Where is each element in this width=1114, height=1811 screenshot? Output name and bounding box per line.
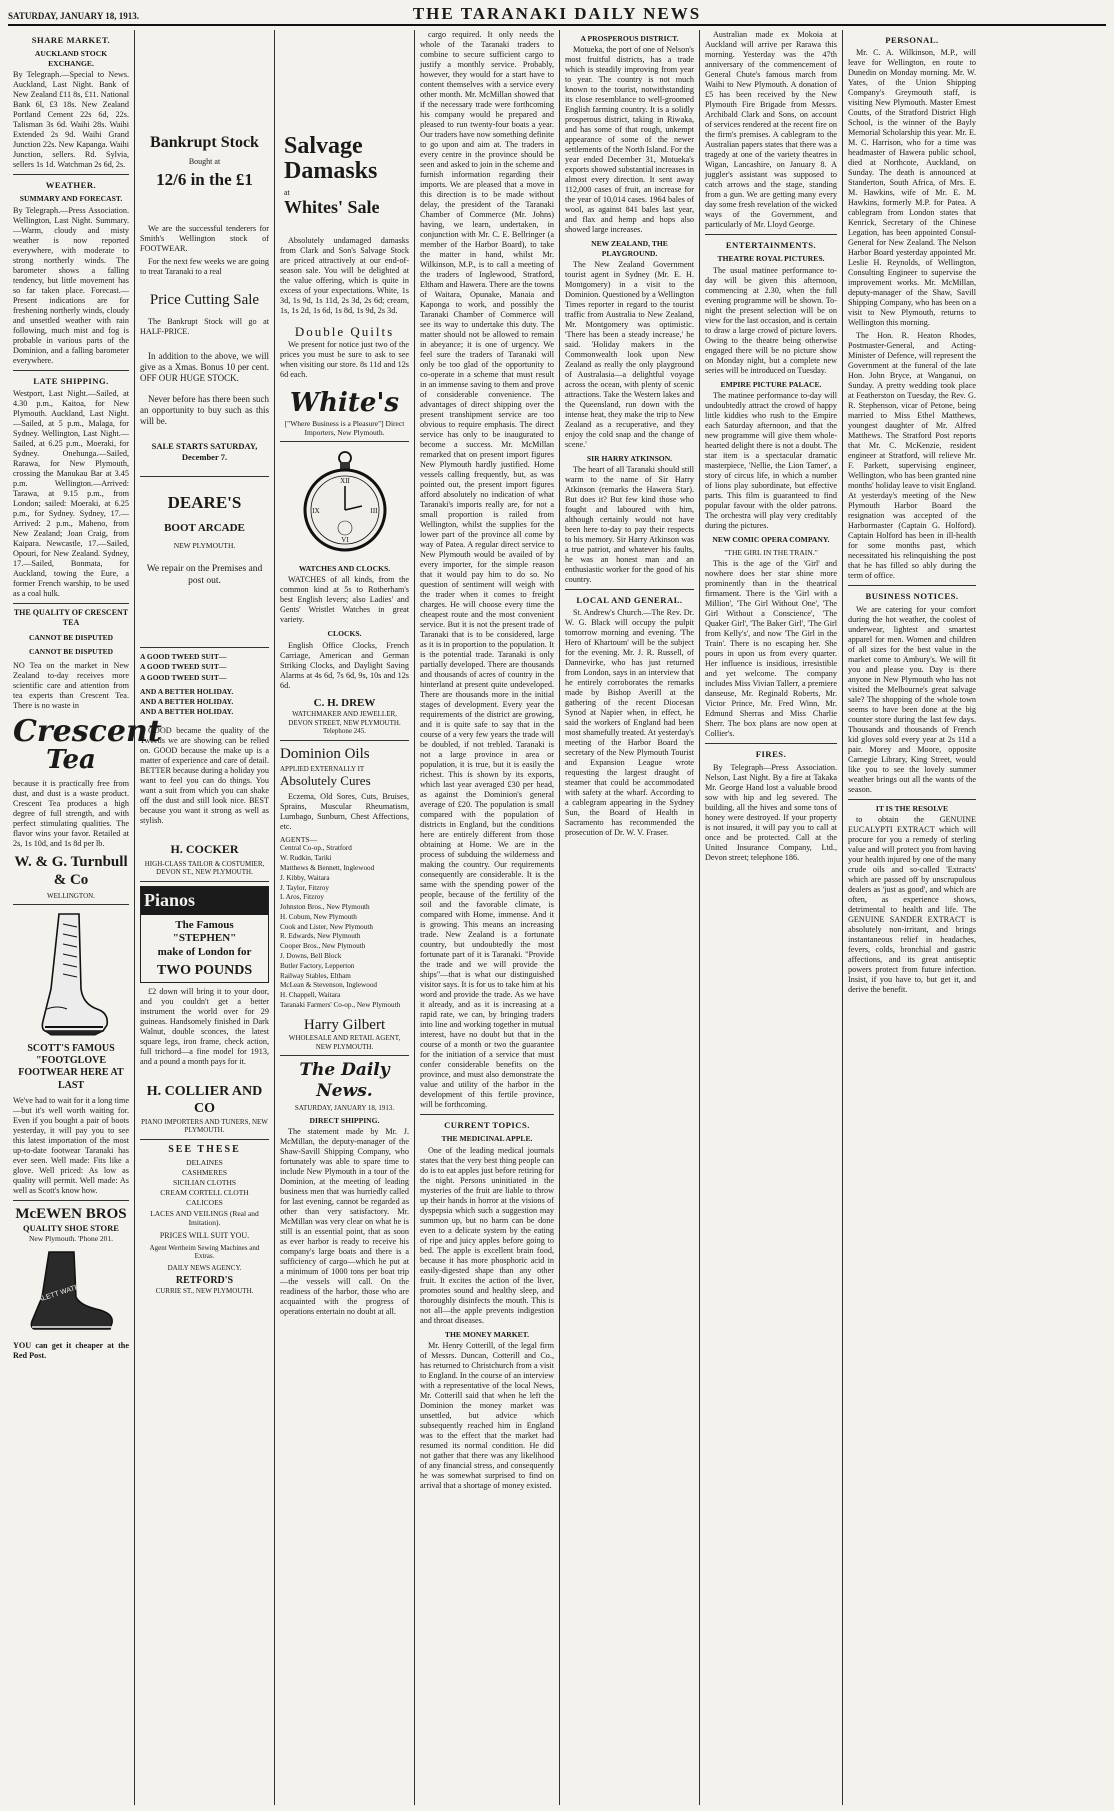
column-2	[135, 30, 275, 1805]
column-1	[8, 30, 162, 1805]
absolutely-cures: Absolutely Cures	[280, 773, 371, 789]
pianos-famous: The Famous	[175, 918, 234, 931]
salvage-damasks-ad	[280, 130, 409, 222]
agent-item: J. Downs, Bell Block	[280, 951, 342, 960]
column-5	[560, 30, 700, 1805]
quilts-title: Double Quilts	[294, 323, 395, 339]
tweed-line: AND A BETTER HOLIDAY.	[140, 707, 234, 716]
prosperous-district-heading: A PROSPEROUS DISTRICT.	[580, 34, 679, 43]
column-7	[843, 30, 981, 1805]
agents-list	[280, 844, 409, 1009]
theatre-royal-heading: THEATRE ROYAL PICTURES.	[717, 254, 825, 264]
opera-subheading: "THE GIRL IN THE TRAIN."	[724, 548, 818, 558]
sealett-boot-icon	[24, 1247, 119, 1337]
tea-text-1: NO Tea on the market in New Zealand to-day receives more scientific care and attention from tea experts than Crescent Tea. There is no waste in	[13, 660, 129, 710]
footglove-heading: SCOTT'S FAMOUS "FOOTGLOVE FOOTWEAR HERE AT LAST	[18, 1043, 124, 1091]
whites-tagline: ["Where Business is a Pleasure"] Direct Importers, New Plymouth.	[284, 418, 405, 437]
deare-title: DEARE'S	[167, 492, 242, 512]
whites-logo: White's	[289, 387, 400, 418]
personal-text: Mr. C. A. Wilkinson, M.P., will leave for Wellington, en route to Dunedin on Monday morning. Mr. W. Yates, of the Union Shipping Company's Greymouth staff, is visiting New Plymouth. Master Ernest Coutts, of the Stratford District High School, is the winner of the Bayly Memorial Scholarship this year. Mr. E. M. C. Harrison, who for a time was headmaster of Hawera public school, died at Northcote, Auckland, on Sunday. The death is announced at Standerton, South Africa, of Mrs. E. M. Hawkins, wife of Mr. E. M. Hawkins, formerly M.P. for Patea. A cablegram from London states that Kenrick, Secretary of the Chinese Legation, has been appointed Consul-General for New Zealand. The Nelson Harbor Board yesterday appointed Mr. Leslie H. Reynolds, of Wellington, Consulting Engineer to supervise the improvement works. Mr. McMillan, deputy-manager of the Shaw, Savill Shipping Company, who has been on a visit to New Plymouth, returns to Wellington this morning.	[848, 48, 976, 328]
agent-item: W. Rudkin, Tariki	[280, 854, 332, 863]
playground-text: The New Zealand Government tourist agent in Sydney (Mr. E. H. Montgomery) in a visit to the Dominion. Questioned by a Wellington Times reporter in regard to the tourist traffic from Australia to New Zealand, Mr. Montgomery was optimistic. 'There has been a steady increase,' he said. 'Holiday makers in the Commonwealth look upon New Zealand as really the only playground of Australasia—a delightful voyage across the ocean, with plenty of scenic attractions. Take the Western lakes and the Queensland, run down with the intense heat, they make the trip to New Zealand as a recuperative, and they enjoy the cold snap and the change of scene.'	[565, 259, 694, 449]
stock-exchange-heading: AUCKLAND STOCK EXCHANGE.	[34, 49, 108, 68]
lace-up-boot-icon	[31, 909, 111, 1039]
whites-sale: Whites' Sale	[284, 197, 380, 218]
news-agency: DAILY NEWS AGENCY.	[167, 1263, 242, 1272]
svg-text:XII: XII	[339, 477, 350, 486]
fabric-item: CASHMERES	[181, 1167, 227, 1177]
local-general-heading: LOCAL AND GENERAL.	[576, 595, 683, 605]
fabric-item: LACES AND VEILINGS (Real and Imitation).	[150, 1208, 259, 1227]
cocker-sub: HIGH-CLASS TAILOR & COSTUMIER, DEVON ST., NEW PLYMOUTH.	[144, 859, 265, 877]
salvage-title: Salvage Damasks	[284, 133, 378, 185]
salvage-text: Absolutely undamaged damasks from Clark and Son's Salvage Stock are priced attractively at our end-of-season sale. You will be delighted at the value offering, which is quite in excess of your expectations. White, 1s 3d, 1s 9d, 1s 11d, 2s 3d, 2s 6d; cream, 1s, 1s 2d, 1s 6d, 1s 8d, 1s 9d, 2s 3d.	[280, 235, 409, 315]
agent-item: Cook and Lister, New Plymouth	[280, 922, 373, 931]
drew-name: C. H. DREW	[313, 696, 376, 709]
see-these: SEE THESE	[168, 1143, 241, 1155]
personal-heading: PERSONAL.	[885, 35, 939, 45]
money-market-heading: THE MONEY MARKET.	[444, 1329, 530, 1339]
business-notices-heading: BUSINESS NOTICES.	[865, 591, 959, 602]
bankrupt-price: 12/6 in the £1	[156, 170, 253, 190]
fabric-item: CREAM CORTELL CLOTH	[160, 1188, 249, 1198]
tweed-line: A GOOD TWEED SUIT—	[140, 672, 227, 682]
svg-text:IX: IX	[311, 507, 320, 516]
agents-heading: AGENTS—	[280, 835, 318, 845]
pianos-ad	[140, 886, 269, 984]
pianos-make: make of London for	[157, 945, 252, 958]
bankrupt-text: We are the successful tenderers for Smith's Wellington stock of FOOTWEAR.	[140, 224, 269, 254]
salvage-at: at	[284, 188, 290, 198]
columns	[8, 30, 1106, 1805]
fabric-item: SICILIAN CLOTHS	[172, 1178, 237, 1188]
cocker-text: GOOD became the quality of the Tweeds we are showing can be relied on. GOOD because the make up is a matter of experience and care of detail. BETTER because during a holiday you want to feel you can do things. You want a suit from which you can shake off the dust and still look nice. BEST because you want it strong as well as stylish.	[140, 726, 269, 826]
atkinson-text: The heart of all Taranaki should still warm to the name of Sir Harry Atkinson (remarks the Hawera Star). But does it? But few kind those who fought and laboured with him, although certainly would not have been here to-day to pay their respects to his memory. Sir Harry Atkinson was a true patriot, and whatever his faults, he was an honest man and an enthusiastic worker for the good of his country.	[565, 465, 694, 584]
mcewen-place: New Plymouth. 'Phone 201.	[28, 1233, 114, 1243]
drew-sub: WATCHMAKER AND JEWELLER, DEVON STREET, NEW PLYMOUTH. Telephone 245.	[288, 709, 401, 736]
quilts-text: We present for notice just two of the prices you must be sure to ask to see when visiting our store. 8s 11d and 12s 6d each.	[280, 339, 409, 379]
empire-heading: EMPIRE PICTURE PALACE.	[720, 379, 822, 389]
crescent-tea-ad	[13, 608, 162, 900]
tea-logo: Tea	[46, 744, 96, 775]
red-post-note: YOU can get it cheaper at the Red Post.	[13, 1340, 129, 1360]
fabric-item: CALICOES	[186, 1198, 223, 1208]
bankrupt-bought: Bought at	[188, 156, 221, 166]
sealett-label: SEALETT WATERPROOF	[27, 1274, 109, 1307]
deare-subtitle: BOOT ARCADE	[164, 521, 245, 534]
svg-text:VI: VI	[340, 536, 349, 545]
agent-item: H. Cobum, New Plymouth	[280, 912, 357, 921]
tweed-line: A GOOD TWEED SUIT—	[140, 652, 227, 662]
empire-text: The matinee performance to-day will undoubtedly attract the crowd of happy little kiddies who rush to the Empire each Saturday afternoon, and that the new programme will give them whole-hearted delight there is not a doubt. The star item is a spectacular dramatic masterpiece, 'Nellie, the Lion Tamer', a story of circus life, in which a number of lions play subordinate, but effective parts. This film is guaranteed to find popular favour with the older patrons. The orchestra will play very creditably during the pictures.	[705, 390, 837, 530]
column-3	[275, 30, 415, 1805]
prices-suit: PRICES WILL SUIT YOU.	[159, 1230, 250, 1240]
pianos-stephen: "STEPHEN"	[172, 932, 237, 945]
opera-heading: NEW COMIC OPERA COMPANY.	[712, 534, 830, 544]
opera-text: This is the age of the 'Girl' and nowhere does her star shine more prominently than in the theatrical firmament. There is the 'Girl with a Million', 'The Girl Without One', 'The Girl Without a Conscience', 'The Quaker Girl', 'The Baker Girl', 'The Girl from Kelly's', and now 'The Girl in the Train'. There is no escaping her. She pours in upon us from every quarter. Her influence is insidious, irresistible and yet welcome. The company includes Miss Vivian Tallerr, a premiere danseuse, Mr. Reginald Roberts, Mr. Victor Prince, Mr. Fred Winn, Mr. Edmund Sherras and Miss Charlie Sherr. The box plans are now open at Collier's.	[705, 559, 837, 739]
weather-subheading: SUMMARY AND FORECAST.	[19, 194, 123, 204]
column-6	[700, 30, 843, 1805]
fabric-item: DELAINES	[186, 1157, 223, 1167]
tweed-line: AND A BETTER HOLIDAY.	[140, 696, 234, 706]
cocker-name: H. COCKER	[170, 842, 239, 857]
tea-line-2: CANNOT BE DISPUTED	[28, 632, 114, 642]
gilbert-sub: WHOLESALE AND RETAIL AGENT, NEW PLYMOUTH.	[288, 1033, 401, 1051]
late-shipping-text: Westport, Last Night.—Sailed, at 4.30 p.m., Kaitoa, for New Plymouth. Auckland, Last Night.—Sailed, at 5 p.m., Malaga, for Sydney. Wellington, Last Night.—Sailed, at 6.25 p.m., Moeraki, for Sydney. Onehunga.—Sailed, Rarawa, for New Plymouth, crossing the Manukau Bar at 3.45 p.m. Wellington.—Arrived: Tarawa, at 9.15 p.m., from London; sailed: Moeraki, at 6.25 p.m., for Sydney. Sydney, 17.—Arrived: 2 p.m., Maheno, from New Zealand; Joan Craig, from Kaipara. Newcastle, 17.—Sailed, Opouri, for New Zealand. Sydney, 17.—Sailed, Bonmata, for Auckland, towing the Eure, a former French warship, to be used as a coal hulk.	[13, 389, 129, 599]
direct-shipping-continued: cargo required. It only needs the whole of the Taranaki traders to combine to secure sufficient cargo to justify a monthly service. Probably, however, they would for a start have to content themselves with a service every other month. Mr. McMillan showed that if the necessary trade were forthcoming his company would be prepared and pleased to run twenty-four boats a year. Our traders have now something definite to go upon and aim at. The traders in every centre in the province should be seen and asked to join in the scheme and furnish information regarding their imports. We are pleased that a move in this direction is to be made without delay, the president of the Taranaki Chamber of Commerce (Mr. Johns) having, we learn, undertaken, in conjunction with Mr. C. E. Bellringer (a member of the Harbor Board), to take the matter in hand, whilst Mr. Wilkinson, M.P., is to call a meeting of the traders of Inglewood, Stratford, Eltham and Hawera. There are the towns of Waitara, Opunake, Manaia and Kaponga to work, and possibly the Taranaki Chamber of Commerce will see its way to undertake this duty. The matter should not be allowed to remain in abeyance; it is one of urgency. We feel sure the traders of Taranaki will only be too glad of the opportunity to co-operate in a scheme that must result in an immense saving to them and prove of considerable convenience. The advantages of direct shipping over the present transhipment service are too obvious to require emphasis. The direct service has only to be inaugurated to become a success. Mr. McMillan remarked that on present import figures New Plymouth hardly justified. Home vessels calling frequently, but, as was pointed out, the present import figures afford absolutely no indication of what Taranaki's imports really are, for not a small proportion is railed from Wellington, whilst the supplies for the lower part of the province all come by way of Patea. A regular direct service to New Plymouth would be availed of by every importer, for the simple reason that it would pay him to do so. No question of sentiment will weigh with the trader when it comes to freight charges. He will choose every time the cheapest route and the most convenient service. But it is not the present trade of Taranaki that is to be considered, large as it is in proportion to the population. It is the potential trade. Taranaki is only partially developed. There are thousands and thousands of acres of country in the hinterland at present quite undeveloped. There are thousands more in the initial stages of development. Every year the requirements of the district are growing, and it is quite safe to say that in the course of a very few years the trade will be doubled, if not trebled. Taranaki is not a large province in area or population, it is true, but it is easily the richest. This is shown by its exports, which last year averaged £30 per head, as against the Dominion's general average of £20. The population is small compared with the population of districts in England, but the conditions here are entirely different from those obtaining at Home. We are in the process of subduing the wilderness and making the country. Our requirements consequently are considerable. It is the same with the spending power of the people, because of the fertility of the soil and the favorable climate, is compared with Home, immense. And it is growing. This means an increasing trade. New Zealand is a fortunate country, but undoubtedly the most fortunate part of it is Taranaki. "Provide the trade and we will provide the ships"—that is what our distinguished visitor says. It is for us to take him at his word and provide the trade. As we have it already, and as it is increasing at a rapid rate, we can, by bringing traders into line and working together in mutual interest, have no doubt but that in the course of a month or two the guarantee for the initiation of a service that must confer considerable benefits on the province, and must also demonstrate the value and utility of the harbor in the development of this fertile province, will be forthcoming.	[420, 30, 554, 1109]
xmas-bonus-text: In addition to the above, we will give as a Xmas. Bonus 10 per cent. OFF OUR HUGE STOCK.	[140, 351, 269, 384]
daily-news-nameplate: The Daily News.	[299, 1060, 390, 1101]
deare-repair: We repair on the Premises and post out.	[146, 564, 263, 586]
direct-shipping-heading: DIRECT SHIPPING.	[309, 1116, 380, 1126]
agent-item: I. Aros, Fitzroy	[280, 893, 324, 902]
bankrupt-title: Bankrupt Stock	[150, 134, 259, 151]
bankrupt-text-2: For the next few weeks we are going to treat Taranaki to a real	[140, 257, 269, 277]
agent-item: McLean & Stevenson, Inglewood	[280, 981, 378, 990]
bankrupt-stock-ad	[140, 130, 269, 194]
tea-line-3: CANNOT BE DISPUTED	[28, 646, 114, 656]
cures-text: Eczema, Old Sores, Cuts, Bruises, Sprains, Muscular Rheumatism, Lumbago, Sunburn, Chest Affections, etc.	[280, 792, 409, 832]
late-shipping-heading: LATE SHIPPING.	[33, 375, 109, 386]
column-4	[415, 30, 560, 1805]
money-market-text: Mr. Henry Cotterill, of the legal firm of Messrs. Duncan, Cotterill and Co., has returned to Christchurch from a visit to England. In the course of an interview with a representative of the local News, Mr. Cotterill said that when he left the Dominion the money market was unsettled, but advice which subsequently reached him in England was to the effect that the market had resumed its normal condition. He did not gather that there was any likelihood of any financial stress, and consequently he was somewhat surprised to find on arrival that a shortage of money existed.	[420, 1340, 554, 1490]
resolve-heading: IT IS THE RESOLVE	[875, 803, 949, 813]
whites-logo-box	[280, 387, 409, 437]
medicinal-apple-heading: THE MEDICINAL APPLE.	[441, 1134, 533, 1144]
entertainments-heading: ENTERTAINMENTS.	[725, 240, 817, 250]
business-notices-text: We are catering for your comfort during the hot weather, the coolest of underwear, lightest and smartest apparel for men. Women and children of all sizes for the best value in the market come to Ambury's. We will fit you and please you. Day is there anyone in New Plymouth who has not visited the Melbourne's great salvage sale? The shopping of the whole town seems to have been done at the big counter store during the last few days. Thousands and thousands of French kid gloves sold every year at 2s 11d a pair. Morey and Moore, opposite Carnegie Library, King Street, would like you to see the lovely summer weather brings out all the wants of the season.	[848, 604, 976, 794]
prosperous-district-text: Motueka, the port of one of Nelson's most fruitful districts, has a trade which is steadily improving from year to year. The country is not much known to the tourist, notwithstanding its close resemblance to well-groomed English farming country. It is a solidly prosperous district, taking in Riwaka, and has some of that rough, unkempt appearance of some of the newer settlements of the North Island. For the year ended December 31, Motueka's exports showed substantial increases in almost every direction. It sent away 112,000 cases of fruit, an increase for the year of 10,014 cases. 1964 bales of wool, as against 841 bales last year, and flax and hemp and hops also showed large increases.	[565, 45, 694, 235]
tweed-line: AND A BETTER HOLIDAY.	[140, 686, 234, 696]
pocket-watch-icon	[300, 448, 390, 558]
weather-heading: WEATHER.	[45, 179, 97, 190]
clocks-heading: CLOCKS.	[327, 629, 362, 639]
footglove-text: We've had to wait for it a long time—but it's well worth waiting for. Even if you bought a pair of boots yesterday, it will pay you to see this latest importation of the most up-to-date footwear Taranaki has ever seen. Well made: Fits like a glove. Well priced: As low as quality will permit. Well made: As well as Scott's know how.	[13, 1095, 129, 1195]
agent-item: Cooper Bros., New Plymouth	[280, 942, 366, 951]
medicinal-apple-text: One of the leading medical journals states that the very best thing people can do is to eat apples just before retiring for the night. Persons uninitiated in the mysteries of the fruit are liable to throw up their hands in horror at the visions of dyspepsia which such a suggestion may summon up, but no harm can be done even to a delicate system by the eating of ripe and juicy apples before going to bed. The apple is excellent brain food, because it has more phosphoric acid in easily-digested shape than any other fruit. It excites the action of the liver, promotes sound and healthy sleep, and thoroughly disinfects the mouth. This is not all—the apple prevents indigestion and throat diseases.	[420, 1145, 554, 1325]
share-market-heading: SHARE MARKET.	[31, 35, 111, 45]
masthead-title: THE TARANAKI DAILY NEWS	[412, 4, 702, 23]
watches-heading: WATCHES AND CLOCKS.	[298, 564, 391, 574]
price-cutting-sale: Price Cutting Sale	[149, 292, 260, 309]
agent-item: Taranaki Farmers' Co-op., New Plymouth	[280, 1000, 401, 1009]
dominion-oils-title: Dominion Oils	[280, 745, 370, 762]
theatre-royal-text: The usual matinee performance to-day will be given this afternoon, commencing at 2.30, when the full evening programme will be shown. To-night the present selection will be on view for the last occasion, and is certain to draw a large crowd of picture lovers. Owing to the theatre being otherwise engaged there will be no picture show on Monday night, but a complete new series will be introduced on Tuesday.	[705, 265, 837, 375]
resolve-text: to obtain the GENUINE EUCALYPTI EXTRACT which will procure for you a remedy of sterling value and will protect you from having your health injured by one of the many crude oils and so-called 'Extracts' which are passed off by unscrupulous dealers as 'just as good', and which are often, as experience shows, detrimental to health and life. The GENUINE SANDER EXTRACT is absolutely non-irritant, and brings instantaneous relief in headaches, fevers, colds, bronchial and gastric affections, and its great antiseptic powers protect from future infection. Insist, if you have to, but get it, and derive the benefit.	[848, 815, 976, 995]
crescent-logo: Crescent	[13, 713, 162, 749]
never-before-text: Never before has there been such an opportunity to buy such as this will be.	[140, 394, 269, 427]
turnbull-name: W. & G. Turnbull & Co	[14, 853, 128, 889]
tea-text-2: because it is practically free from dust, and dust is a waste product. Crescent Tea produces a high degree of full strength, and with perfect stimulating qualities. The flavor wins your favor. Retailed at 2s, 1s 10d, and 1s 8d per lb.	[13, 778, 129, 848]
local-general-text: St. Andrew's Church.—The Rev. Dr. W. G. Black will occupy the pulpit tomorrow morning and evening. 'The Hero of Khartoum' will be the subject for the evening. Mr. J. R. Russell, of Dannevirke, who has just returned from London, says in an interview that he entirely corroborates the remarks made by Bishop Averill at the gathering of the recent Diocesan Synod at Napier when, in effect, he said the workers of England had been most shamefully treated. At yesterday's meeting of the Harbor Board the secretary of the New Plymouth Tourist and Expansion League wrote requesting the largest draught of steamer that could be accommodated with safety at the wharf. According to a cablegram appearing in the Sydney Sun, the Board of Health in Sacramento has recommended the prosecution of Dr. W. V. Fraser.	[565, 608, 694, 838]
wertheim-agent: Agent Wertheim Sewing Machines and Extras.	[149, 1243, 260, 1261]
share-market-text: By Telegraph.—Special to News. Auckland, Last Night. Bank of New Zealand £11 8s, £11. National Bank 6l, £3 18s. New Zealand Portland Cement 22s 6d, 22s. Talisman 3s 6d. Waihi 28s. Waihi Extended 2s 9d. Waihi Grand Junction 22s. New Kapanga. Waihi Junction, sellers. Rd. Sylvia, sellers 1s 1d. Watchman 2s 6d, 2s.	[13, 69, 129, 169]
fires-heading: FIRES.	[755, 749, 787, 760]
gilbert-name: Harry Gilbert	[303, 1016, 386, 1033]
agent-item: Central Co-op., Stratford	[280, 844, 352, 853]
current-topics-heading: CURRENT TOPICS.	[444, 1120, 530, 1130]
personal-text-2: The Hon. R. Heaton Rhodes, Postmaster-General, and Acting-Minister of Defence, will represent the Government at the funeral of the late Hon. John Bryce, at Wanganui, on Sunday. A pretty wedding took place at Featherston on Tuesday, the Rev. G. R. Stephenson, vicar of Petone, being married to Miss Ethel Matthews, youngest daughter of Mr. Alfred Matthews. The Stratford Post reports that Mr. C. McKenzie, resident engineer at Stratford, will relieve Mr. F. Parkett, supervising engineer, Wellington, who has been granted nine months' holiday leave to visit England. At yesterday's meeting of the New Plymouth Harbor Board the resignation was accepted of the Harbormaster (Captain G. Holford). Captain Holford has been in ill-health for some months past, which necessitated his relinquishing the post that he has filled so ably during the term of office.	[848, 331, 976, 581]
atkinson-heading: SIR HARRY ATKINSON.	[586, 453, 673, 463]
agent-item: H. Chappell, Waitara	[280, 991, 341, 1000]
price-cutting-text: The Bankrupt Stock will go at HALF-PRICE.	[140, 317, 269, 337]
playground-heading: NEW ZEALAND, THE PLAYGROUND.	[591, 239, 668, 258]
retford-name: RETFORD'S	[175, 1275, 234, 1287]
agent-item: J. Taylor, Fitzroy	[280, 883, 329, 892]
tea-line-1: THE QUALITY OF CRESCENT TEA	[13, 608, 129, 627]
tweed-list	[140, 652, 269, 716]
direct-shipping-text: The statement made by Mr. J. McMillan, the deputy-manager of the Shaw-Savill Shipping Company, who fortunately was able to spare time to include New Plymouth in a tour of the Dominion, at the meeting of leading business men that was hurriedly called for last evening, cannot be regarded as other than very satisfactory. Mr. McMillan was very clear on what he is still is an essential point, that as soon as ever harbor is ready to receive his company's large boats and there is a sufficiency of cargo—which he put at a minimum of 1000 tons per boat trip—the vessels will call. On the readiness of the harbor, those who are acquainted with the progress of operations entertain no doubt at all.	[280, 1127, 409, 1317]
applied-externally: APPLIED EXTERNALLY IT	[280, 764, 365, 773]
mcewen-name: McEWEN BROS	[15, 1205, 127, 1222]
pianos-title: Pianos	[141, 887, 268, 915]
collier-name: H. COLLIER AND CO	[146, 1084, 263, 1117]
pianos-text: £2 down will bring it to your door, and you couldn't get a better instrument the world over for 29 guineas. Handsomely finished in Dark Walnut, double sconces, the latest square legs, iron frame, check action, full trichord—a fine model for 1913, and a pound a month pays for it.	[140, 987, 269, 1067]
fires-text: By Telegraph—Press Association. Nelson, Last Night. By a fire at Takaka Mr. George Hand lost a valuable brood sow with hip and leg severed. The building, all the hives and some tons of honey were destroyed. If your property is not insured, it will pay you to call at once and be protected. Call at the United Insurance Company, Ltd., Devon street; telephone 186.	[705, 762, 837, 862]
agent-item: Butler Factory, Lepperton	[280, 961, 355, 970]
see-these-list	[140, 1158, 269, 1227]
svg-text:III: III	[370, 507, 377, 516]
deare-place: NEW PLYMOUTH.	[173, 541, 236, 550]
daily-news-date: SATURDAY, JANUARY 18, 1913.	[294, 1103, 395, 1112]
watches-text: WATCHES of all kinds, from the common kind at 5s to Rotherham's best English levers; also Ladies' and Gents' Wristlet Watches in great variety.	[280, 575, 409, 625]
retford-address: CURRIE ST., NEW PLYMOUTH.	[155, 1287, 254, 1296]
tweed-line: A GOOD TWEED SUIT—	[140, 662, 227, 672]
agent-item: R. Edwards, New Plymouth	[280, 932, 361, 941]
sale-starts: SALE STARTS SATURDAY, December 7.	[151, 441, 258, 462]
weather-text: By Telegraph.—Press Association. Wellington, Last Night. Summary.—Warm, cloudy and misty weather is now reported everywhere, with moderate to strong northerly winds. The barometer shows a falling tendency, but little movement has so far taken place. Forecast.—Present indications are for freshening northerly winds, cloudy and unsettled weather with rain following, much mist and fog is probable in various parts of the Dominion, and a falling barometer everywhere.	[13, 205, 129, 365]
collier-sub: PIANO IMPORTERS AND TUNERS, NEW PLYMOUTH.	[141, 1117, 268, 1135]
masthead-date: SATURDAY, JANUARY 18, 1913.	[8, 11, 140, 21]
local-news-continued: Australian made ex Mokoia at Auckland will arrive per Rarawa this morning. Yesterday was the 47th anniversary of the commencement of General Chute's famous march from Waihi to New Plymouth. A donation of £5 has been received by the New Plymouth Fire Brigade from Messrs. Archibald Clark and Sons, on account of services rendered at the recent fire on the firm's premises. A cablegram to the Australian papers states that there was a tragedy at one of the variety theatres in Wigan, Lancashire, on January 8. A juggler's assistant was supposed to catch arrows and the stage, standing from a gun. We are getting many every day some fresh revelation of the wicked ways of the Government, and particularly of Mr. Lloyd George.	[705, 30, 837, 229]
agent-item: Railway Stables, Eltham	[280, 971, 351, 980]
agent-item: Matthews & Bennett, Inglewood	[280, 863, 375, 872]
pianos-price: TWO POUNDS	[156, 963, 253, 978]
masthead	[8, 4, 1106, 26]
clocks-text: English Office Clocks, French Carriage, American and German Striking Clocks, and Daylight Saving Alarms at 4s 6d, 7s 6d, 9s, 10s and 12s 6d.	[280, 640, 409, 690]
mcewen-sub: QUALITY SHOE STORE	[23, 1223, 119, 1234]
agent-item: J. Kibby, Waitara	[280, 873, 330, 882]
agent-item: Johnston Bros., New Plymouth	[280, 903, 370, 912]
turnbull-place: WELLINGTON.	[47, 891, 95, 900]
